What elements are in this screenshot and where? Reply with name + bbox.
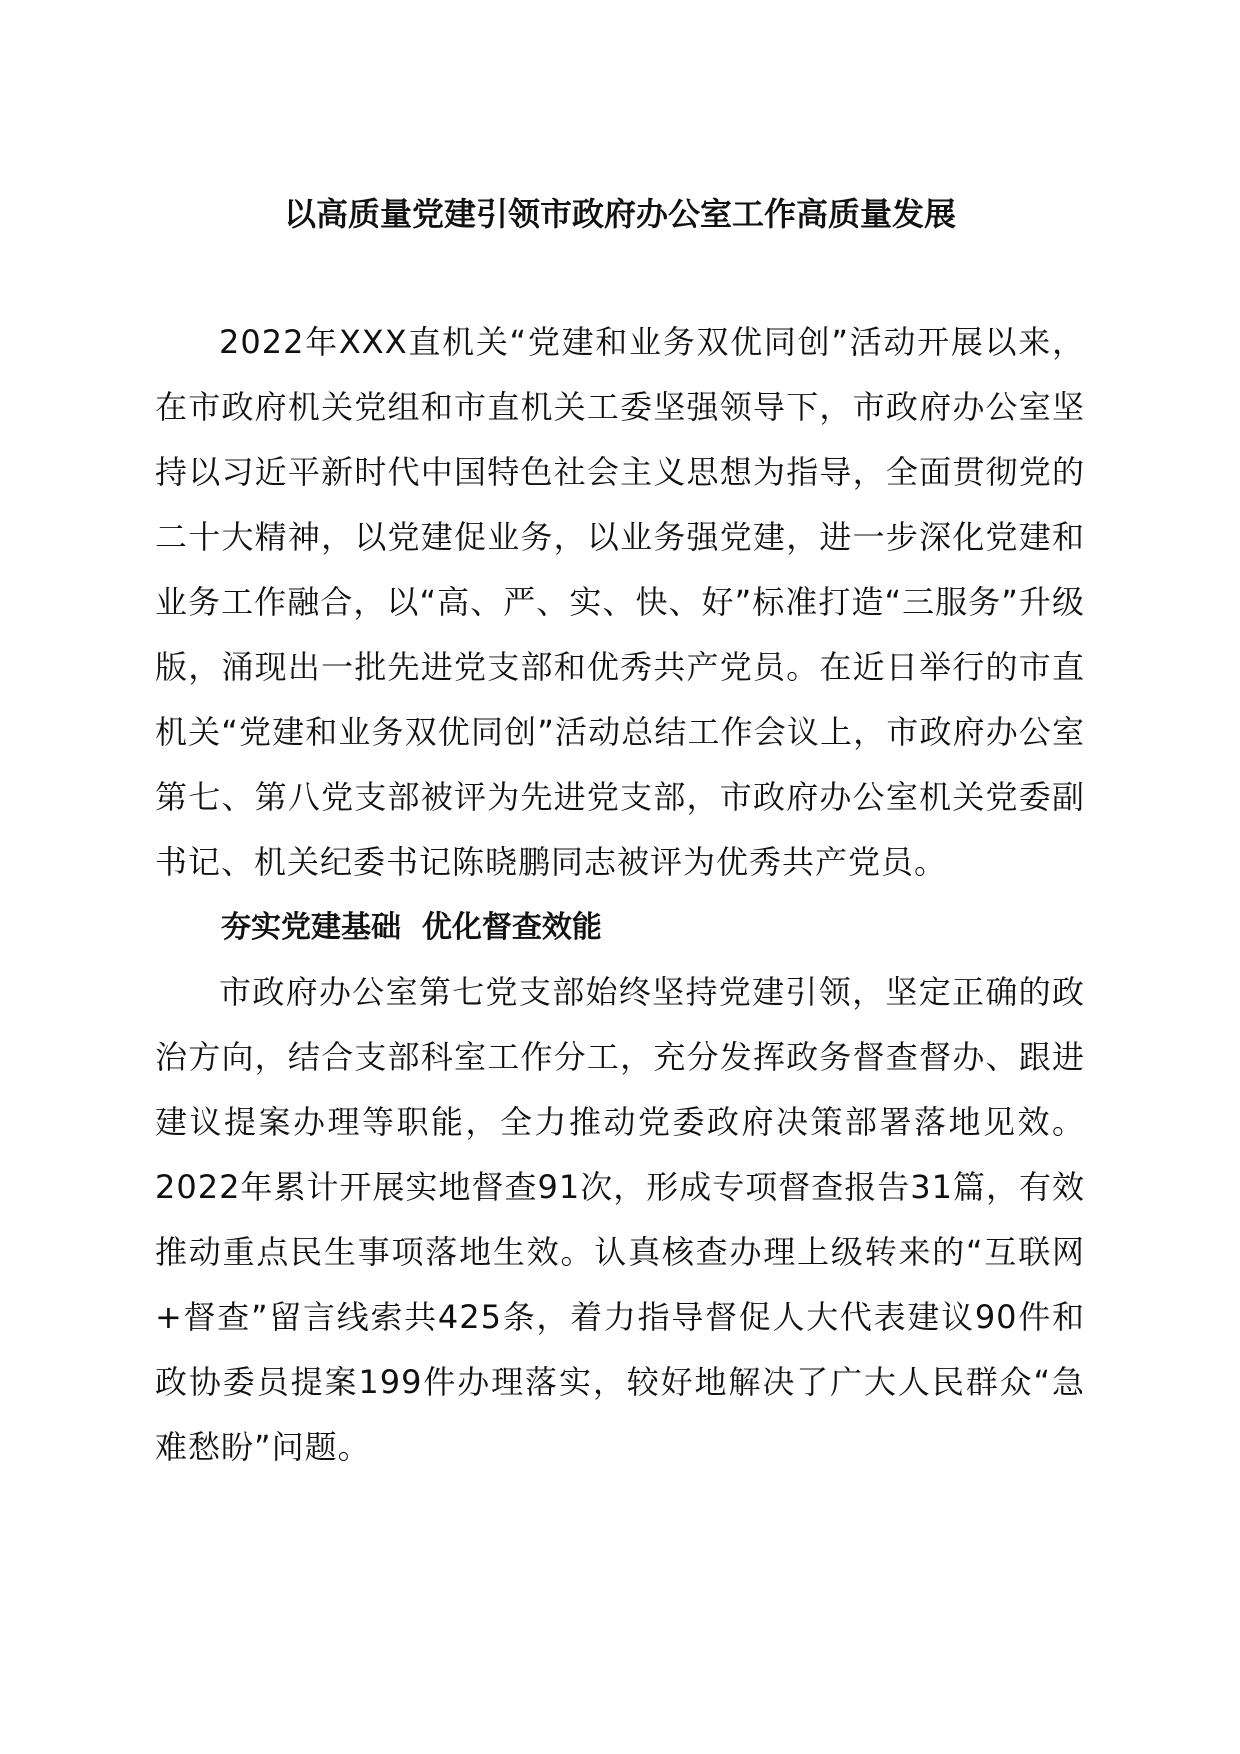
paragraph-supervision: 市政府办公室第七党支部始终坚持党建引领，坚定正确的政治方向，结合支部科室工作分工，充分发挥政务督查督办、跟进建议提案办理等职能，全力推动党委政府决策部署落地见效。2022年累计开展实地督查91次，形成专项督查报告31篇，有效推动重点民生事项落地生效。认真核查办理上级转来的“互联网+督查”留言线索共425条，着力指导督促人大代表建议90件和政协委员提案199件办理落实，较好地解决了广大人民群众“急难愁盼”问题。 [155, 973, 1085, 1466]
document-body [155, 310, 1085, 1480]
document-title: 以高质量党建引领市政府办公室工作高质量发展 [283, 195, 956, 233]
section-heading: 夯实党建基础 优化督查效能 [221, 910, 602, 945]
paragraph-intro: 2022年XXX直机关“党建和业务双优同创”活动开展以来，在市政府机关党组和市直机关工委坚强领导下，市政府办公室坚持以习近平新时代中国特色社会主义思想为指导，全面贯彻党的二十大精神，以党建促业务，以业务强党建，进一步深化党建和业务工作融合，以“高、严、实、快、好”标准打造“三服务”升级版，涌现出一批先进党支部和优秀共产党员。在近日举行的市直机关“党建和业务双优同创”活动总结工作会议上，市政府办公室第七、第八党支部被评为先进党支部，市政府办公室机关党委副书记、机关纪委书记陈晓鹏同志被评为优秀共产党员。 [155, 323, 1085, 881]
